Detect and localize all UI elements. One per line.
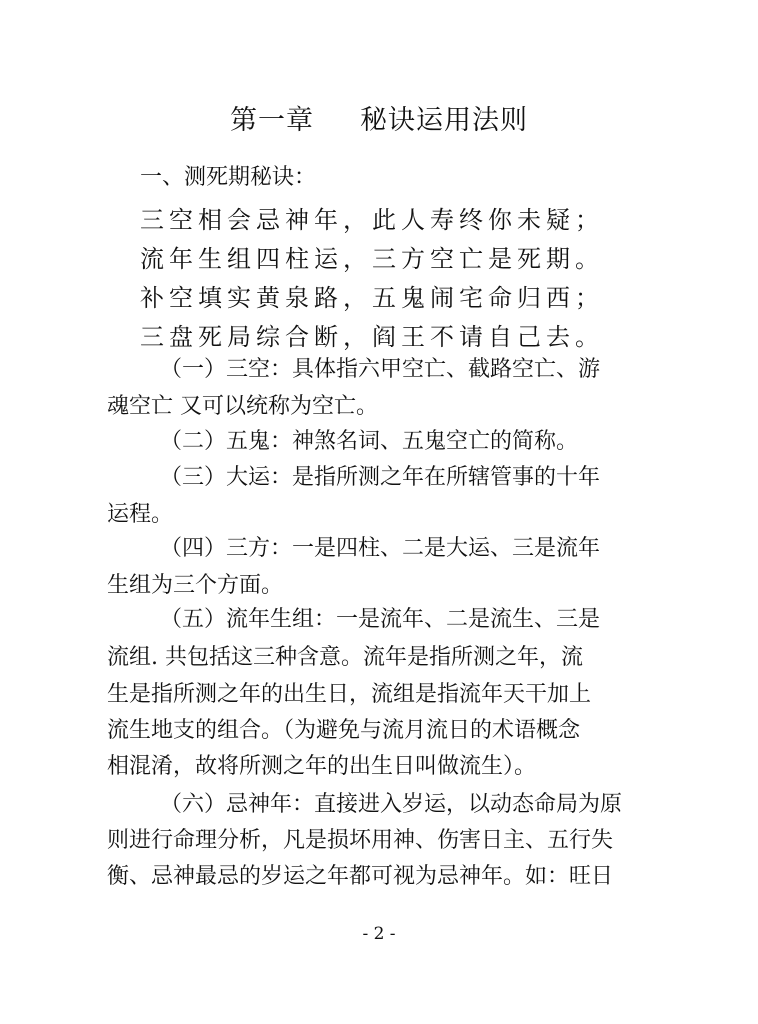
paragraph-line: （六）忌神年：直接进入岁运，以动态命局为原	[160, 792, 623, 817]
chapter-number: 第一章	[230, 105, 314, 136]
paragraph-line: 运程。	[107, 502, 174, 527]
page-number: - 2 -	[362, 924, 396, 944]
paragraph-line: 生组为三个方面。	[107, 573, 284, 598]
paragraph-line: 则进行命理分析，凡是损坏用神、伤害日主、五行失	[107, 828, 614, 853]
paragraph-line: （二）五鬼：神煞名词、五鬼空亡的简称。	[160, 429, 579, 454]
chapter-name: 秘诀运用法则	[360, 105, 528, 136]
paragraph-line: 流组. 共包括这三种含意。流年是指所测之年，流	[107, 645, 583, 670]
paragraph-line: （一）三空：具体指六甲空亡、截路空亡、游	[160, 357, 601, 382]
paragraph-line: （三）大运：是指所测之年在所辖管事的十年	[160, 465, 601, 490]
verse-line: 三空相会忌神年，此人寿终你未疑；	[140, 206, 604, 234]
paragraph-line: （五）流年生组：一是流年、二是流生、三是	[160, 607, 601, 632]
verse-line: 三盘死局综合断，阎王不请自己去。	[140, 323, 604, 351]
verse-line: 补空填实黄泉路，五鬼闹宅命归西；	[140, 284, 604, 312]
paragraph-line: 衡、忌神最忌的岁运之年都可视为忌神年。如：旺日	[107, 864, 614, 889]
paragraph-line: 魂空亡 又可以统称为空亡。	[107, 394, 378, 419]
paragraph-line: 生是指所测之年的出生日，流组是指流年天干加上	[107, 682, 592, 707]
verse-line: 流年生组四柱运，三方空亡是死期。	[140, 245, 604, 273]
paragraph-line: 相混淆，故将所测之年的出生日叫做流生）。	[107, 754, 537, 779]
paragraph-line: 流生地支的组合。（为避免与流月流日的术语概念	[107, 718, 581, 743]
section-heading: 一、测死期秘诀：	[140, 165, 317, 190]
paragraph-line: （四）三方：一是四柱、二是大运、三是流年	[160, 536, 601, 561]
chapter-title	[0, 98, 758, 137]
